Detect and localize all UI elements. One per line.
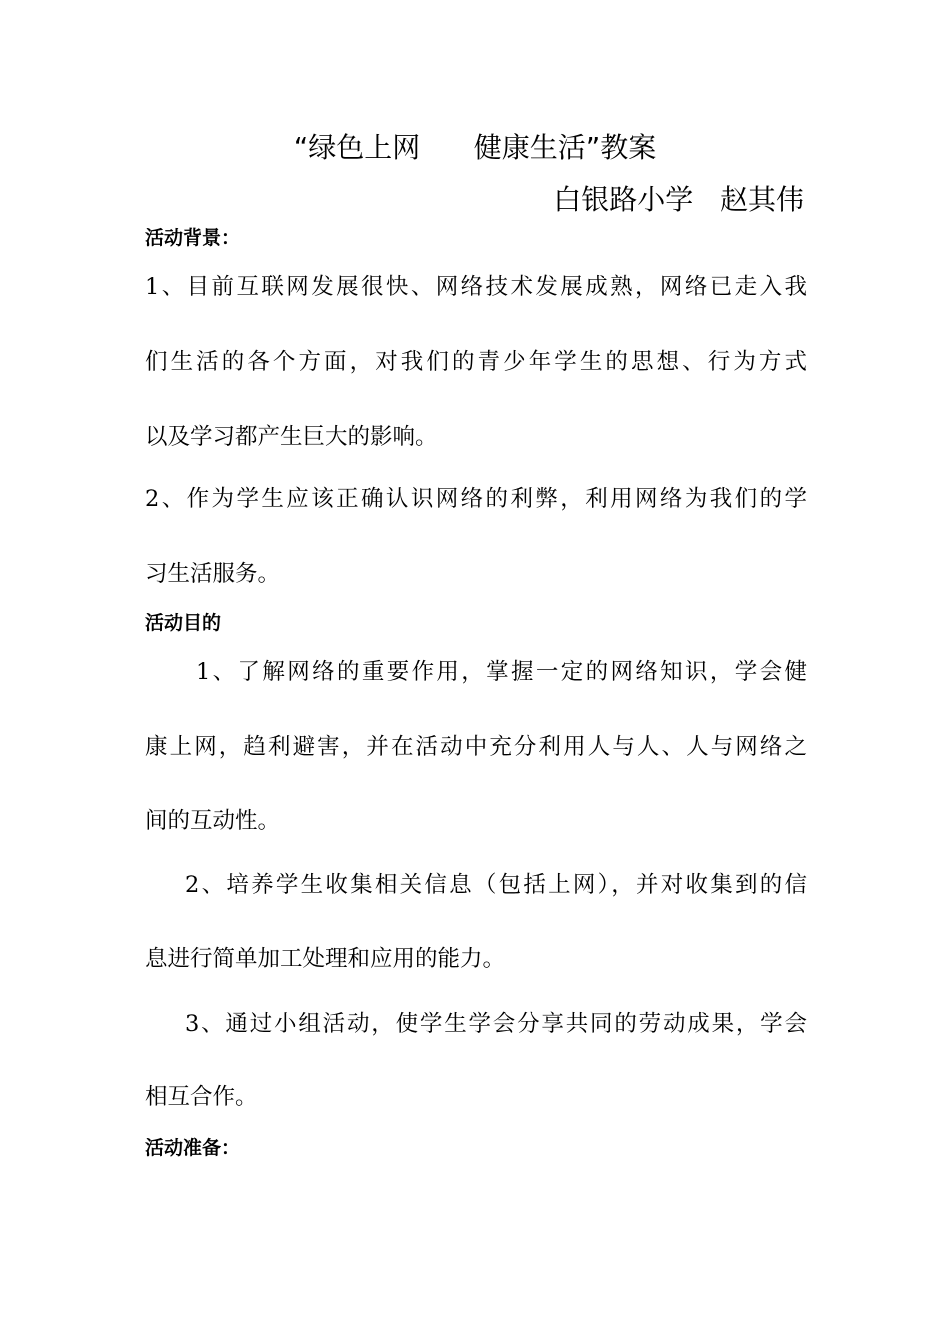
paragraph-line: 1、目前互联网发展很快、网络技术发展成熟，网络已走入我: [145, 274, 807, 300]
paragraph-line: 间的互动性。: [145, 808, 281, 834]
paragraph-line: 习生活服务。: [145, 561, 281, 587]
section-heading-objectives: 活动目的: [145, 612, 222, 634]
section-heading-preparation: 活动准备：: [145, 1137, 241, 1159]
paragraph-line: 相互合作。: [145, 1084, 258, 1110]
paragraph-line: 康上网，趋利避害，并在活动中充分利用人与人、人与网络之: [145, 734, 807, 760]
paragraph-line: 2、作为学生应该正确认识网络的利弊，利用网络为我们的学: [145, 486, 807, 512]
paragraph-line: 3、通过小组活动，使学生学会分享共同的劳动成果，学会: [185, 1011, 807, 1037]
section-heading-background: 活动背景：: [145, 227, 241, 249]
paragraph-line: 息进行简单加工处理和应用的能力。: [145, 946, 506, 972]
paragraph-line: 1、了解网络的重要作用，掌握一定的网络知识，学会健: [196, 659, 807, 685]
paragraph-line: 们生活的各个方面，对我们的青少年学生的思想、行为方式: [145, 349, 807, 375]
document-title: “绿色上网 健康生活”教案: [293, 131, 657, 164]
paragraph-line: 以及学习都产生巨大的影响。: [145, 424, 438, 450]
paragraph-line: 2、培养学生收集相关信息（包括上网），并对收集到的信: [185, 872, 807, 898]
author-line: 白银路小学 赵其伟: [553, 183, 804, 216]
